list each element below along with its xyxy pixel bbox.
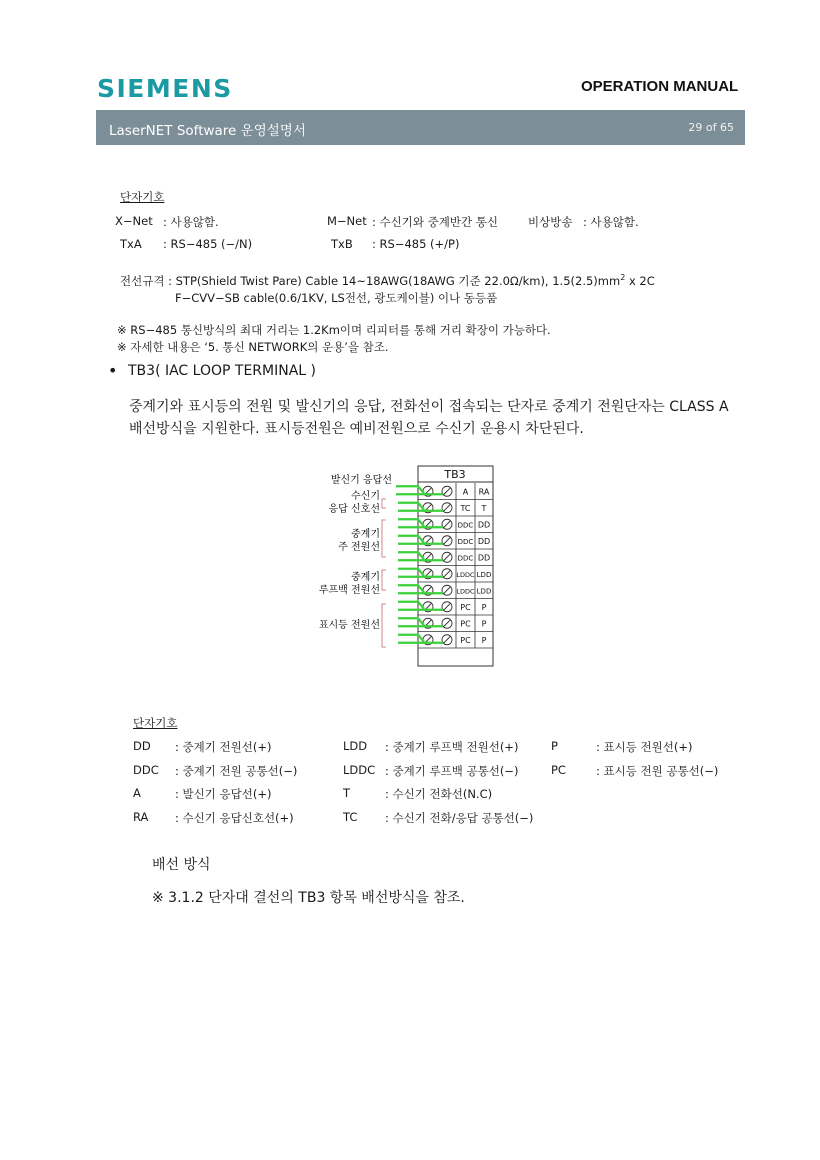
band-title: LaserNET Software 운영설명서 bbox=[109, 123, 306, 139]
header-band bbox=[96, 110, 745, 145]
term-label: 비상방송 bbox=[528, 215, 573, 229]
legend-symbol: A bbox=[133, 786, 141, 800]
page-number: 29 of 65 bbox=[688, 121, 734, 134]
terminal-label: PC bbox=[460, 635, 471, 645]
document-type: OPERATION MANUAL bbox=[581, 78, 739, 95]
terminal-label: DD bbox=[477, 520, 491, 530]
terminal-label: RA bbox=[478, 487, 490, 497]
term-label: M−Net bbox=[327, 214, 367, 228]
cable-spec-text: STP(Shield Twist Pare) Cable 14~18AWG(18AWG 기준 22.0Ω/km), 1.5(2.5)mm bbox=[175, 274, 621, 288]
legend-description: : 중계기 전원 공통선(−) bbox=[175, 763, 298, 778]
legend-symbol: LDDC bbox=[343, 762, 376, 777]
terminal-label: LDD bbox=[476, 570, 492, 579]
group-label: 주 전원선 bbox=[338, 542, 380, 553]
terminal-label: DDC bbox=[457, 521, 474, 530]
group-label: 루프백 전원선 bbox=[318, 585, 380, 596]
terminal-label: P bbox=[481, 635, 487, 645]
terminal-label: DD bbox=[477, 536, 491, 546]
terminal-label: PC bbox=[460, 602, 471, 612]
legend-symbol: DDC bbox=[133, 762, 159, 777]
cable-spec-tail: x 2C bbox=[625, 274, 655, 288]
note-item: ※ RS−485 통신방식의 최대 거리는 1.2Km이며 리피터를 통해 거리 확장이 가능하다. bbox=[117, 323, 551, 337]
cable-spec-label: 전선규격 : bbox=[120, 274, 176, 288]
term-label: X−Net bbox=[115, 214, 153, 228]
term-desc: : RS−485 (−/N) bbox=[163, 237, 253, 251]
legend-symbol: TC bbox=[343, 809, 358, 824]
section-paragraph: 중계기와 표시등의 전원 및 발신기의 응답, 전화선이 접속되는 단자로 중계기 전원단자는 CLASS A bbox=[129, 399, 729, 415]
term-desc: : 수신기와 중계반간 통신 bbox=[372, 215, 498, 229]
tb3-diagram bbox=[300, 462, 510, 672]
terminal-block-title: TB3 bbox=[444, 468, 466, 481]
terminal-label: LDDC bbox=[456, 570, 475, 579]
term-label: TxA bbox=[120, 237, 142, 251]
terminal-label: T bbox=[481, 503, 487, 513]
siemens-logo: SIEMENS bbox=[97, 74, 233, 103]
cable-spec-line2: F−CVV−SB cable(0.6/1KV, LS전선, 광도케이블) 이나 동등품 bbox=[175, 291, 498, 305]
legend-symbol: DD bbox=[133, 739, 151, 753]
legend-description: : 중계기 전원선(+) bbox=[175, 740, 272, 754]
group-label: 응답 신호선 bbox=[328, 504, 380, 515]
bullet: • bbox=[108, 361, 118, 380]
legend-description: : 표시등 전원선(+) bbox=[596, 740, 693, 754]
terminal-label: DDC bbox=[457, 554, 474, 563]
cable-spec-line1 bbox=[120, 273, 655, 289]
terminal-label: TC bbox=[460, 503, 471, 513]
group-label: 수신기 bbox=[351, 491, 380, 502]
group-label: 중계기 bbox=[351, 529, 380, 540]
terminal-label: LDDC bbox=[456, 587, 475, 596]
term-desc: : 사용않함. bbox=[583, 215, 639, 229]
terminal-label: P bbox=[481, 602, 487, 612]
term-label: TxB bbox=[331, 237, 353, 251]
legend-symbol: T bbox=[343, 786, 351, 800]
group-label: 중계기 bbox=[351, 572, 380, 583]
legend-description: : 수신기 응답신호선(+) bbox=[175, 810, 294, 825]
term-desc: : RS−485 (+/P) bbox=[372, 237, 460, 251]
terminal-heading: 단자기호 bbox=[120, 190, 165, 204]
section-paragraph: 배선방식을 지원한다. 표시등전원은 예비전원으로 수신기 운용시 차단된다. bbox=[129, 421, 584, 437]
group-label: 발신기 응답선 bbox=[330, 475, 392, 486]
legend-description: : 표시등 전원 공통선(−) bbox=[596, 763, 719, 778]
legend-symbol: LDD bbox=[343, 739, 368, 753]
section-title: TB3( IAC LOOP TERMINAL ) bbox=[128, 363, 316, 379]
cable-spec-sup: 2 bbox=[620, 273, 626, 283]
terminal-label: LDD bbox=[476, 587, 492, 596]
wiring-note: ※ 3.1.2 단자대 결선의 TB3 항목 배선방식을 참조. bbox=[152, 890, 465, 906]
terminal-label: DDC bbox=[457, 537, 474, 546]
legend-description: : 중계기 루프백 전원선(+) bbox=[385, 740, 519, 754]
legend-symbol: RA bbox=[133, 809, 149, 824]
note-item: ※ 자세한 내용은 ‘5. 통신 NETWORK의 운용’을 참조. bbox=[117, 340, 389, 354]
legend-symbol: P bbox=[551, 739, 558, 753]
wiring-heading: 배선 방식 bbox=[152, 857, 211, 873]
terminal-label: PC bbox=[460, 619, 471, 629]
legend-description: : 수신기 전화선(N.C) bbox=[385, 787, 493, 801]
legend-symbol: PC bbox=[551, 762, 566, 777]
terminal-label: A bbox=[462, 487, 469, 497]
legend-description: : 수신기 전화/응답 공통선(−) bbox=[385, 810, 534, 825]
legend-description: : 발신기 응답선(+) bbox=[175, 787, 272, 801]
group-label: 표시등 전원선 bbox=[318, 620, 380, 631]
legend-description: : 중계기 루프백 공통선(−) bbox=[385, 763, 519, 778]
term-desc: : 사용않함. bbox=[163, 215, 219, 229]
terminal-label: P bbox=[481, 619, 487, 629]
terminal-label: DD bbox=[477, 553, 491, 563]
legend-heading: 단자기호 bbox=[133, 716, 178, 730]
